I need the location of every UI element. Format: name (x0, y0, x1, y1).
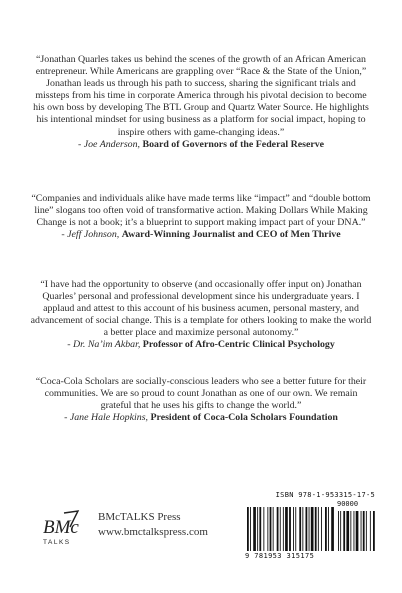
barcode-bars-icon (245, 507, 375, 551)
quote-author-role: Award-Winning Journalist and CEO of Men Thrive (121, 229, 341, 241)
barcode-addon-number: 90000 (337, 500, 359, 508)
quote-author-role: Professor of Afro-Centric Clinical Psychology (142, 339, 335, 351)
barcode-digits: 9 781953 315175 (245, 552, 315, 560)
publisher-logo-icon (40, 505, 82, 547)
quote-author: Jane Hale Hopkins, (69, 412, 148, 424)
quote-attribution: - Jane Hale Hopkins, President of Coca-Cola Scholars Foundation (64, 412, 338, 424)
endorsement-quote-2 (30, 193, 372, 241)
logo-subtext: TALKS (43, 539, 71, 546)
quote-author: Jeff Johnson, (67, 229, 120, 241)
quote-author: Joe Anderson, (83, 138, 141, 150)
endorsement-quote-3 (30, 279, 372, 352)
quote-text: “Companies and individuals alike have made terms like “impact” and “double bottom line” slogans too often void of transformative action. Making Dollars While Making Change is not a book; it’s a blueprint to support making impact part of your DNA.” (31, 193, 371, 229)
quote-text: “Jonathan Quarles takes us behind the scenes of the growth of an African American entrepreneur. While Americans are grappling over “Race & the State of the Union,” Jonathan leads us through his path to success, sharing the significant trials and missteps from his time in corporate America through his pivotal decision to become his own boss by developing The BTL Group and Quartz Water Source. He highlights his intentional mindset for using business as a platform for social impact, hoping to inspire others with game-changing ideas.” (33, 54, 369, 138)
quote-attribution: - Jeff Johnson, Award-Winning Journalist and CEO of Men Thrive (61, 229, 341, 241)
endorsement-quote-1 (30, 54, 372, 151)
isbn-label: ISBN 978-1-953315-17-5 (275, 491, 375, 499)
quote-attribution: - Joe Anderson, Board of Governors of the Federal Reserve (77, 138, 325, 150)
quote-author-role: President of Coca-Cola Scholars Foundation (150, 412, 338, 424)
quote-text: “Coca-Cola Scholars are socially-conscious leaders who see a better future for their communities. We are so proud to count Jonathan as one of our own. We remain grateful that he uses his gifts to change the world.” (35, 376, 367, 412)
isbn-barcode (245, 491, 375, 561)
quote-author-role: Board of Governors of the Federal Reserve (142, 138, 325, 150)
logo-wordmark: BMc (43, 517, 79, 538)
publisher-info (98, 510, 208, 540)
publisher-url: www.bmctalkspress.com (98, 526, 208, 538)
quote-attribution: - Dr. Na’im Akbar, Professor of Afro-Centric Clinical Psychology (67, 339, 335, 351)
publisher-name: BMcTALKS Press (98, 511, 181, 523)
endorsement-quote-4 (30, 376, 372, 424)
quote-author: Dr. Na’im Akbar, (73, 339, 141, 351)
quote-text: “I have had the opportunity to observe (and occasionally offer input on) Jonathan Quarles’ personal and professional development since his undergraduate years. I applaud and attest to this account of his business acumen, personal mastery, and advancement of social change. This is a template for others looking to make the world a better place and maximize personal autonomy.” (30, 279, 372, 339)
